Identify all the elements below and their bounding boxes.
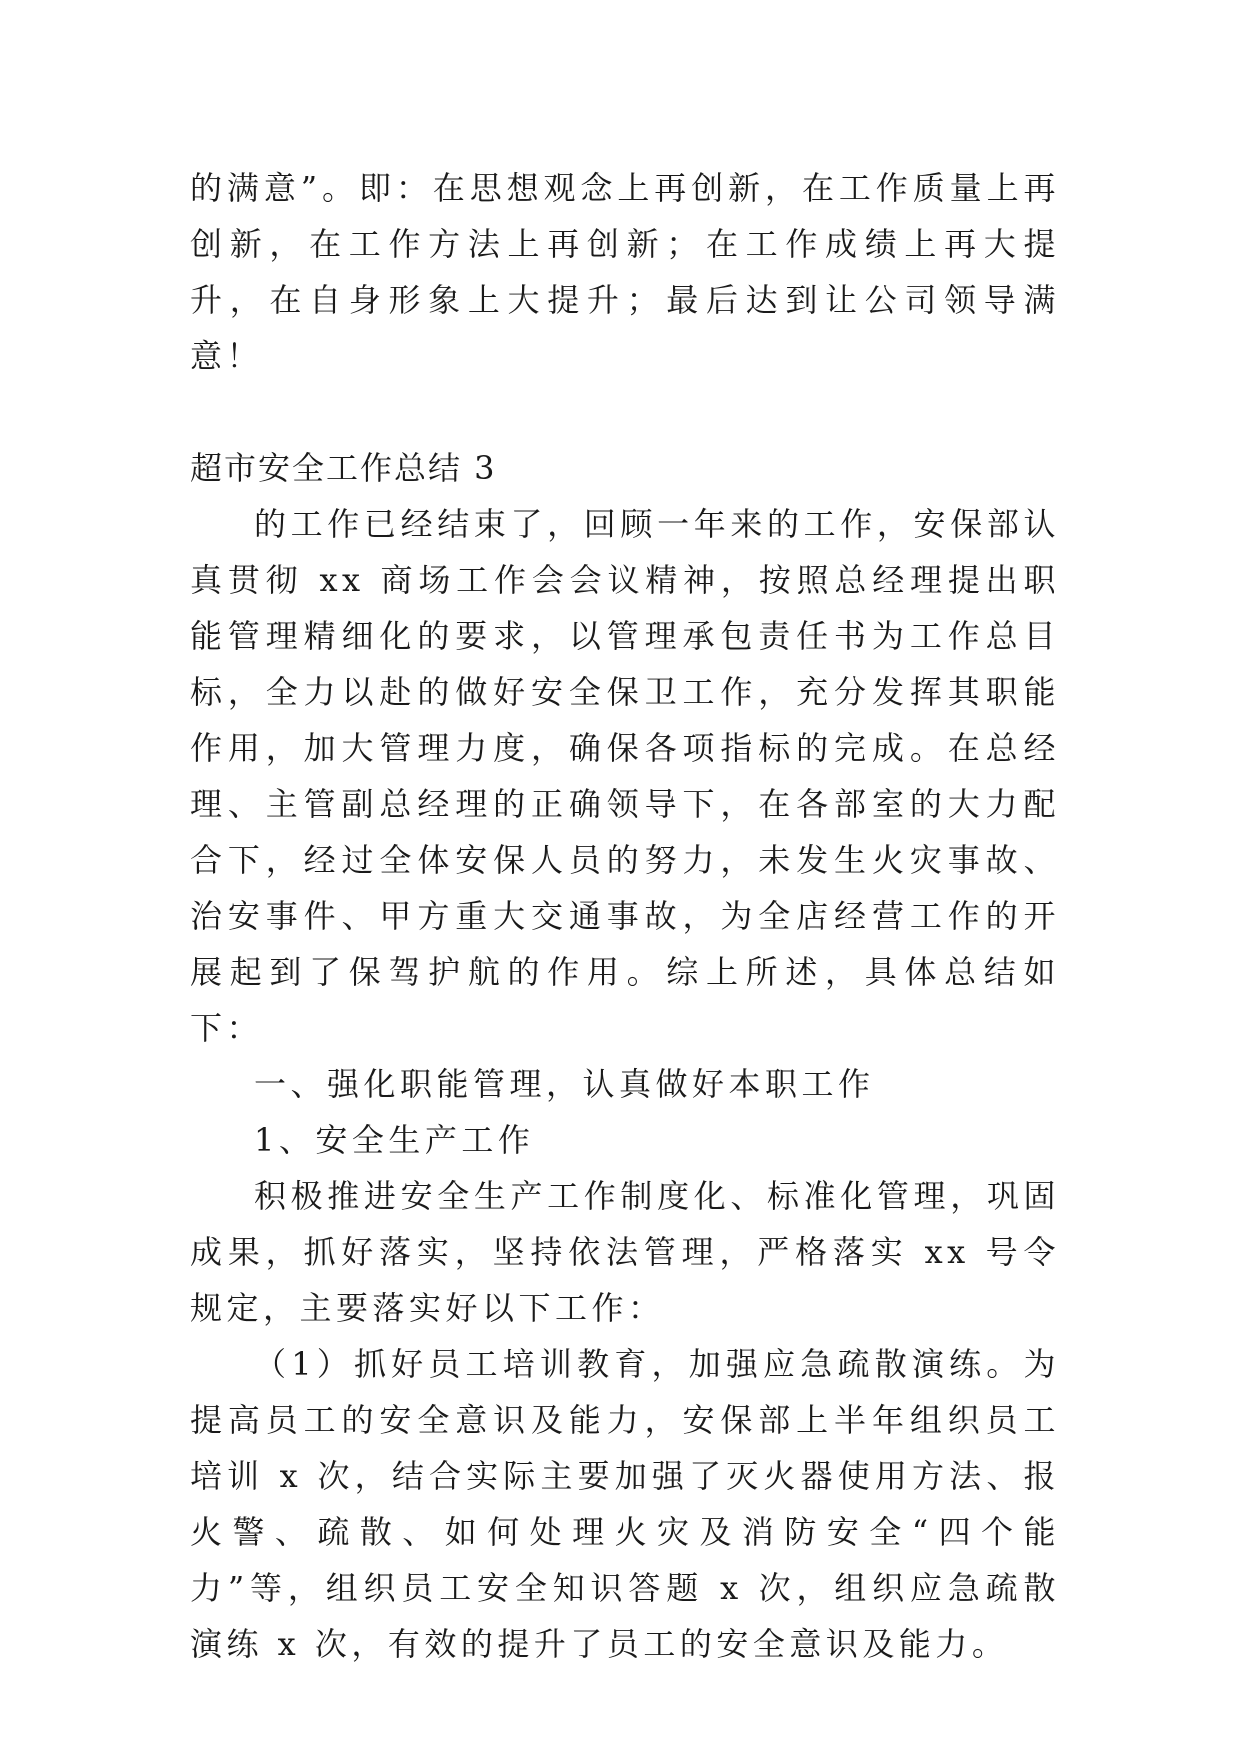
document-body bbox=[190, 160, 1060, 1672]
training-paragraph: （1）抓好员工培训教育，加强应急疏散演练。为提高员工的安全意识及能力，安保部上半年组织员工培训 x 次，结合实际主要加强了灭火器使用方法、报火警、疏散、如何处理火灾及消防安全“四个能力”等，组织员工安全知识答题 x 次，组织应急疏散演练 x 次，有效的提升了员工的安全意识及能力。 bbox=[190, 1345, 1060, 1663]
section-title: 超市安全工作总结 3 bbox=[190, 449, 497, 487]
production-paragraph: 积极推进安全生产工作制度化、标准化管理，巩固成果，抓好落实，坚持依法管理，严格落实 xx 号令规定，主要落实好以下工作： bbox=[190, 1177, 1060, 1327]
intro-paragraph: 的工作已经结束了，回顾一年来的工作，安保部认真贯彻 xx 商场工作会会议精神，按照总经理提出职能管理精细化的要求，以管理承包责任书为工作总目标，全力以赴的做好安全保卫工作，充分发挥其职能作用，加大管理力度，确保各项指标的完成。在总经理、主管副总经理的正确领导下，在各部室的大力配合下，经过全体安保人员的努力，未发生火灾事故、治安事件、甲方重大交通事故，为全店经营工作的开展起到了保驾护航的作用。综上所述，具体总结如下： bbox=[190, 505, 1060, 1047]
heading-level-1: 一、强化职能管理，认真做好本职工作 bbox=[254, 1065, 875, 1103]
continuation-paragraph: 的满意”。即：在思想观念上再创新，在工作质量上再创新，在工作方法上再创新；在工作成绩上再大提升，在自身形象上大提升；最后达到让公司领导满意！ bbox=[190, 169, 1060, 375]
heading-level-2: 1、安全生产工作 bbox=[254, 1121, 535, 1159]
